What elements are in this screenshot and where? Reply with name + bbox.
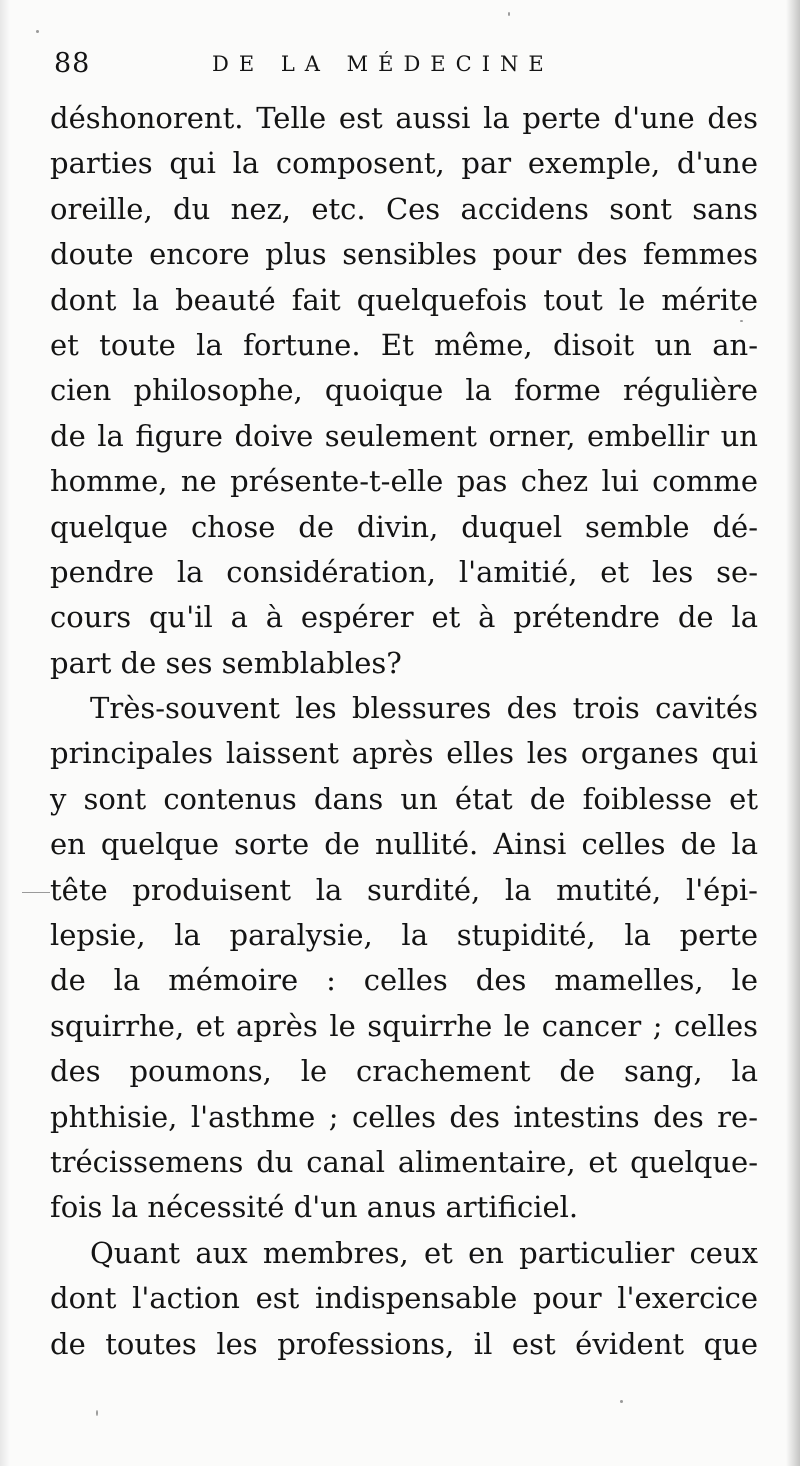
text-line: cours qu'il a à espérer et à prétendre de la [50, 600, 758, 635]
text-line: oreille, du nez, etc. Ces accidens sont sans [50, 191, 758, 226]
text-line: et toute la fortune. Et même, disoit un an- [50, 327, 758, 362]
text-line: de la mémoire : celles des mamelles, le [50, 963, 758, 998]
paragraph-end-line: part de ses semblables? [50, 645, 402, 680]
text-line: squirrhe, et après le squirrhe le cancer ; celles [50, 1008, 758, 1043]
paragraph-start-line: Quant aux membres, et en particulier ceux [90, 1235, 758, 1270]
text-line: tête produisent la surdité, la mutité, l'épi- [50, 872, 758, 907]
text-line: des poumons, le crachement de sang, la [50, 1054, 758, 1089]
text-line: trécissemens du canal alimentaire, et quelque- [50, 1144, 758, 1179]
text-line: de la figure doive seulement orner, embellir un [50, 418, 758, 453]
text-line: lepsie, la paralysie, la stupidité, la perte [50, 918, 758, 953]
scan-speck [22, 892, 50, 893]
text-line: parties qui la composent, par exemple, d'une [50, 146, 758, 181]
scan-speck [620, 1400, 623, 1403]
text-line: cien philosophe, quoique la forme régulière [50, 373, 758, 408]
paragraph-start-line: Très-souvent les blessures des trois cavités [90, 691, 758, 726]
text-line: dont l'action est indispensable pour l'exercice [50, 1281, 758, 1316]
text-line: pendre la considération, l'amitié, et les se- [50, 554, 758, 589]
text-line: y sont contenus dans un état de foiblesse et [50, 781, 758, 816]
page-header [54, 48, 754, 88]
running-title: DE LA MÉDECINE [212, 52, 554, 76]
text-line: principales laissent après elles les organes qui [50, 736, 758, 771]
scan-speck [36, 30, 39, 33]
text-line: quelque chose de divin, duquel semble dé- [50, 509, 758, 544]
scan-speck [508, 12, 510, 16]
page-gutter-shadow [0, 0, 10, 1466]
paragraph-end-line: fois la nécessité d'un anus artificiel. [50, 1190, 579, 1225]
text-line: doute encore plus sensibles pour des femmes [50, 237, 758, 272]
page-edge-shadow [786, 0, 800, 1466]
text-line: homme, ne présente-t-elle pas chez lui comme [50, 464, 758, 499]
text-line: phthisie, l'asthme ; celles des intestins des re- [50, 1099, 758, 1134]
scan-speck [96, 1410, 98, 1416]
page-number: 88 [54, 48, 91, 79]
body-text [50, 96, 758, 1367]
text-line: en quelque sorte de nullité. Ainsi celles de la [50, 827, 758, 862]
scan-speck [740, 320, 743, 322]
text-line: dont la beauté fait quelquefois tout le mérite [50, 282, 758, 317]
text-line: déshonorent. Telle est aussi la perte d'une des [50, 101, 758, 135]
text-line: de toutes les professions, il est évident que [50, 1326, 758, 1361]
